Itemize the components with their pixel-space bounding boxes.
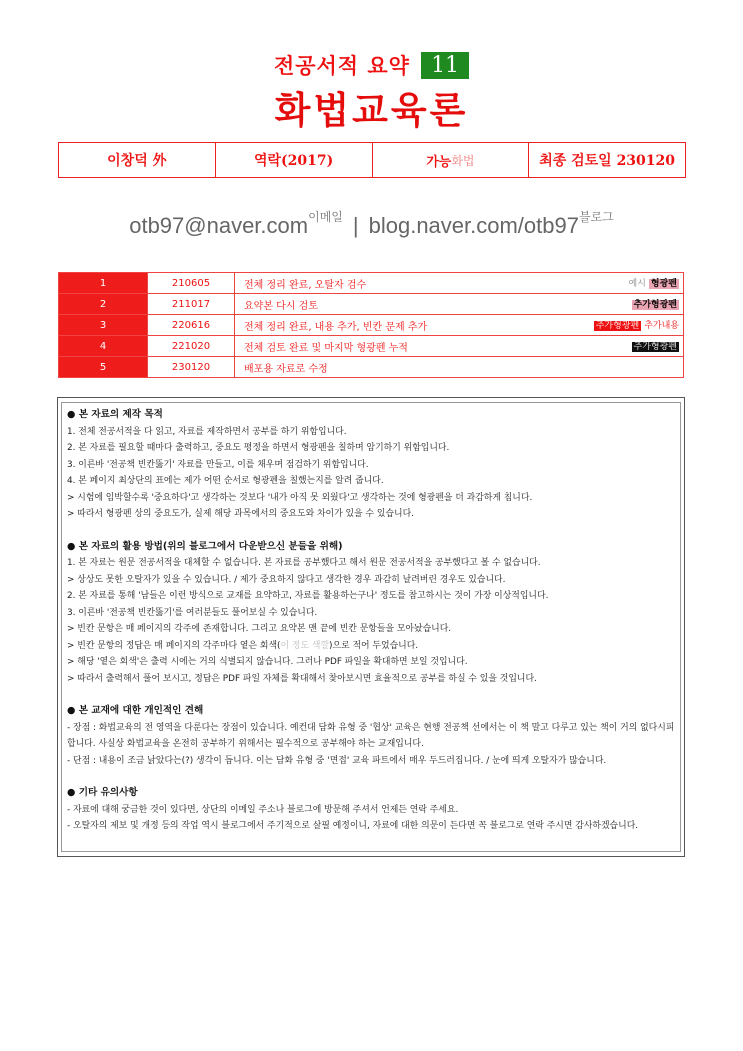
table-row bbox=[59, 357, 684, 378]
list-item: - 장점 : 화법교육의 전 영역을 다룬다는 장점이 있습니다. 예컨대 담화 유형 중 '협상' 교육은 현행 전공책 선에서는 이 책 말고 다루고 있는 책이 거의 없다시피 합니다. 사실상 화법교육을 온전히 공부하기 위해서는 필수적으로 공부해야 하는 교재입니다. bbox=[67, 722, 675, 749]
list-item: - 단점 : 내용이 조금 낡았다는(?) 생각이 듭니다. 이는 담화 유형 중 '면접' 교육 파트에서 매우 두드러집니다. / 눈에 띄게 오탈자가 많습니다. bbox=[67, 755, 607, 766]
contact-separator: | bbox=[352, 213, 359, 238]
revision-number: 3 bbox=[59, 315, 148, 336]
list-item: - 오탈자의 제보 및 개정 등의 작업 역시 블로그에서 주기적으로 살필 예정이니, 자료에 대한 의문이 든다면 꼭 블로그로 연락 주시면 감사하겠습니다. bbox=[67, 821, 639, 831]
email-label: 이메일 bbox=[308, 210, 343, 224]
gray-answer-pre: > 빈칸 문항의 정답은 매 페이지의 각주마다 옅은 회색( bbox=[67, 640, 281, 651]
section-title-other: ● 기타 유의사항 bbox=[67, 787, 138, 798]
revision-desc-cell bbox=[235, 294, 684, 315]
email-link[interactable]: otb97@naver.com bbox=[129, 213, 309, 238]
list-item: > 상상도 못한 오탈자가 있을 수 있습니다. / 제가 중요하지 않다고 생각한 경우 과감히 날려버린 경우도 있습니다. bbox=[67, 574, 506, 585]
importance-cell bbox=[373, 143, 530, 177]
series-number: 11 bbox=[421, 52, 469, 79]
table-row bbox=[59, 336, 684, 357]
series-label: 전공서적 요약 bbox=[273, 54, 410, 78]
page-title: 화법교육론 bbox=[274, 89, 469, 132]
table-row bbox=[59, 315, 684, 336]
revision-history-table bbox=[58, 272, 684, 378]
revision-desc: 요약본 다시 검토 bbox=[244, 300, 318, 312]
revision-desc: 배포용 자료로 수정 bbox=[244, 363, 328, 375]
table-row bbox=[59, 273, 684, 294]
list-item: > 따라서 형광펜 상의 중요도가, 실제 해당 과목에서의 중요도와 차이가 있을 수 있습니다. bbox=[67, 509, 414, 519]
revision-number: 4 bbox=[59, 336, 148, 357]
importance-label: 가능 bbox=[426, 154, 452, 170]
revision-desc: 전체 정리 완료, 오탈자 검수 bbox=[244, 279, 367, 291]
highlight-legend bbox=[594, 318, 679, 331]
revision-desc-cell bbox=[235, 336, 684, 357]
list-item: 1. 전체 전공서적을 다 읽고, 자료를 제작하면서 공부를 하기 위함입니다. bbox=[67, 426, 347, 437]
author-cell: 이창덕 外 bbox=[59, 143, 216, 177]
list-item: - 자료에 대해 궁금한 것이 있다면, 상단의 이메일 주소나 블로그에 방문해 주셔서 언제든 연락 주세요. bbox=[67, 804, 459, 815]
section-title-opinion: ● 본 교재에 대한 개인적인 견해 bbox=[67, 705, 204, 716]
list-item: 4. 본 페이지 최상단의 표에는 제가 어떤 순서로 형광펜을 칠했는지를 알려 줍니다. bbox=[67, 476, 384, 486]
table-row bbox=[59, 294, 684, 315]
contact-line bbox=[0, 208, 743, 239]
revision-number: 2 bbox=[59, 294, 148, 315]
importance-sub: 화법 bbox=[451, 153, 475, 168]
revision-desc: 전체 검토 완료 및 마지막 형광펜 누적 bbox=[244, 342, 408, 354]
list-item: > 따라서 출력해서 풀어 보시고, 정답은 PDF 파일 자체를 확대해서 찾아보시면 효율적으로 공부를 하실 수 있을 것입니다. bbox=[67, 673, 537, 684]
revision-desc-cell bbox=[235, 273, 684, 294]
highlight-legend bbox=[632, 297, 679, 310]
list-item: 3. 이른바 '전공책 빈칸뚫기'를 여러분들도 풀어보실 수 있습니다. bbox=[67, 607, 318, 618]
highlight-legend bbox=[629, 276, 679, 289]
list-item bbox=[67, 638, 675, 655]
publisher-cell: 역락(2017) bbox=[216, 143, 373, 177]
legend-highlight: 추가형광펜 bbox=[633, 342, 677, 352]
revision-date: 220616 bbox=[148, 315, 235, 336]
notes-box bbox=[57, 397, 685, 857]
highlight-legend bbox=[632, 339, 679, 352]
blog-label: 블로그 bbox=[578, 210, 614, 224]
list-item: > 시험에 임박할수록 '중요하다'고 생각하는 것보다 '내가 아직 못 외웠다'고 생각하는 것에 형광펜을 더 과감하게 칩니다. bbox=[67, 492, 533, 503]
revision-desc: 전체 정리 완료, 내용 추가, 빈칸 문제 추가 bbox=[244, 321, 428, 333]
gray-answer-post: )으로 적어 두었습니다. bbox=[329, 640, 419, 651]
revision-date: 210605 bbox=[148, 273, 235, 294]
list-item: 2. 본 자료를 필요할 때마다 출력하고, 중요도 평정을 하면서 형광펜을 칠하며 암기하기 위함입니다. bbox=[67, 443, 450, 453]
revision-number: 1 bbox=[59, 273, 148, 294]
section-title-usage: ● 본 자료의 활용 방법(위의 블로그에서 다운받으신 분들을 위해) bbox=[67, 540, 343, 552]
list-item: 2. 본 자료를 통해 '남들은 이런 방식으로 교재를 요약하고, 자료를 활용하는구나' 정도를 참고하시는 것이 가장 이상적입니다. bbox=[67, 591, 549, 601]
revision-desc-cell bbox=[235, 315, 684, 336]
legend-highlight: 형광펜 bbox=[650, 279, 677, 289]
section-title-purpose: ● 본 자료의 제작 목적 bbox=[67, 409, 163, 420]
list-item: > 빈칸 문항은 매 페이지의 각주에 존재합니다. 그리고 요약본 맨 끝에 빈칸 문항들을 모아놨습니다. bbox=[67, 624, 452, 634]
legend-highlight: 추가형광펜 bbox=[595, 321, 640, 331]
blog-link[interactable]: blog.naver.com/otb97 bbox=[368, 213, 579, 238]
list-item: 1. 본 자료는 원문 전공서적을 대체할 수 없습니다. 본 자료를 공부했다고 해서 원문 전공서적을 공부했다고 볼 수 없습니다. bbox=[67, 558, 541, 568]
final-review-cell: 최종 검토일 230120 bbox=[539, 153, 676, 169]
book-info-table bbox=[58, 142, 686, 178]
gray-answer-sample: 이 정도 색깔 bbox=[280, 640, 330, 651]
revision-date: 230120 bbox=[148, 357, 235, 378]
series-header bbox=[0, 50, 743, 80]
list-item: 3. 이른바 '전공책 빈칸뚫기' 자료를 만들고, 이를 채우며 점검하기 위함입니다. bbox=[67, 459, 369, 470]
revision-date: 211017 bbox=[148, 294, 235, 315]
legend-added-content: 추가내용 bbox=[644, 321, 679, 331]
list-item: > 해당 '옅은 회색'은 출력 시에는 거의 식별되지 않습니다. 그러나 PDF 파일을 확대하면 보일 것입니다. bbox=[67, 657, 468, 667]
legend-highlight: 추가형광펜 bbox=[633, 300, 677, 310]
revision-desc-cell bbox=[235, 357, 684, 378]
legend-prefix: 예시 bbox=[628, 279, 646, 289]
revision-date: 221020 bbox=[148, 336, 235, 357]
revision-number: 5 bbox=[59, 357, 148, 378]
